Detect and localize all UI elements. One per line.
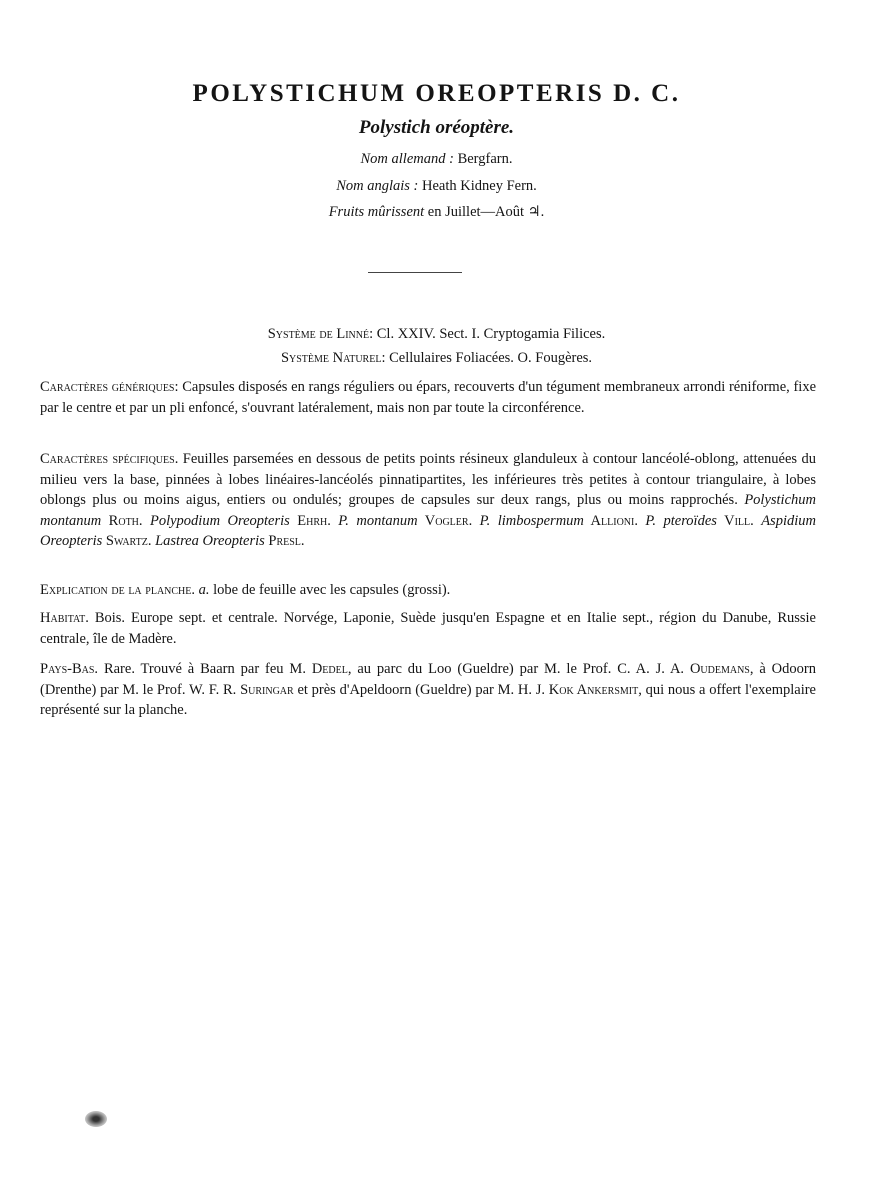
habitat-paragraph bbox=[40, 608, 816, 649]
generic-characters-text: : Capsules disposés en rangs réguliers ou épars, recouverts d'un tégument membraneux arrondi réniforme, fixe par le centre et par un pli enfoncé, s'ouvrant latéralement, mais non par toute la circonférence. bbox=[40, 379, 817, 416]
synonym-author: Ehrh. bbox=[289, 512, 339, 529]
collector-name: Kok Ankersmit bbox=[548, 681, 639, 698]
english-name-line bbox=[0, 178, 873, 195]
habitat-text: Bois. Europe sept. et centrale. Norvége, Laponie, Suède jusqu'en Espagne et en Italie sept., région du Danube, Russie centrale, île de Madère. bbox=[40, 610, 816, 647]
plate-explanation-label: Explication de la planche. bbox=[40, 582, 196, 598]
page-title: POLYSTICHUM OREOPTERIS D. C. bbox=[192, 80, 681, 107]
netherlands-label: Pays-Bas. bbox=[40, 661, 99, 677]
synonym-author: Presl. bbox=[264, 533, 305, 549]
netherlands-text: , qui nous a offert l'exemplaire représenté sur la planche. bbox=[40, 681, 816, 718]
synonym: Aspidium Oreopteris bbox=[40, 512, 816, 549]
synonym: P. pteroïdes bbox=[645, 512, 717, 529]
synonym-author: Allioni. bbox=[583, 512, 646, 529]
plate-explanation-paragraph bbox=[40, 580, 816, 601]
plate-explanation-text: lobe de feuille avec les capsules (grossi). bbox=[209, 582, 451, 598]
ink-smudge bbox=[85, 1111, 107, 1127]
synonym-author: Swartz. bbox=[102, 533, 156, 549]
netherlands-text: , au parc du Loo (Gueldre) par M. le Prof. C. A. J. A. bbox=[347, 661, 690, 677]
fruiting-line bbox=[0, 204, 873, 221]
netherlands-text: Rare. Trouvé à Baarn par feu M. bbox=[98, 661, 312, 677]
german-name-value: Bergfarn. bbox=[453, 151, 513, 167]
synonym: Polypodium Oreopteris bbox=[149, 512, 290, 529]
fruiting-label: Fruits mûrissent bbox=[328, 204, 425, 220]
natural-system-line bbox=[0, 350, 873, 367]
generic-characters-paragraph bbox=[40, 377, 816, 418]
plate-figure-letter: a. bbox=[195, 582, 210, 598]
specific-characters-label: Caractères spécifiques bbox=[40, 451, 175, 467]
german-name-line bbox=[0, 151, 873, 168]
netherlands-text: , à Odoorn (Drenthe) par M. le Prof. W. F. R. bbox=[40, 661, 816, 698]
linne-system-value: : Cl. XXIV. Sect. I. Cryptogamia Filices. bbox=[369, 326, 606, 342]
linne-system-label: Système de Linné bbox=[267, 326, 370, 342]
synonym-author: Vogler. bbox=[417, 512, 480, 529]
synonym-author: Vill. bbox=[716, 512, 762, 529]
collector-name: Oudemans bbox=[689, 661, 750, 677]
natural-system-value: : Cellulaires Foliacées. O. Fougères. bbox=[381, 350, 593, 366]
specific-characters-paragraph bbox=[40, 449, 816, 552]
collector-name: Suringar bbox=[240, 681, 294, 698]
collector-name: Dedel bbox=[311, 661, 348, 677]
page-subtitle: Polystich oréoptère. bbox=[358, 117, 515, 138]
specific-characters-text: . Feuilles parsemées en dessous de petits points résineux glanduleux à contour lancéolé-oblong, attenuées du milieu vers la base, pinnées à lobes linéaires-lancéolés pinnatipartites, les inférieures très petites à contour triangulaire, à lobes oblongs plus ou moins aigus, entiers ou ondulés; groupes de capsules sur deux rangs, plus ou moins rapprochés. bbox=[40, 451, 817, 508]
synonym: Polystichum montanum bbox=[40, 492, 816, 529]
synonym-author: Roth. bbox=[101, 512, 150, 529]
netherlands-text: et près d'Apeldoorn (Gueldre) par M. H. J. bbox=[293, 681, 549, 698]
linne-system-line bbox=[0, 326, 873, 343]
habitat-label: Habitat. bbox=[40, 610, 89, 626]
fruiting-value: en Juillet—Août ♃. bbox=[424, 204, 545, 220]
english-name-value: Heath Kidney Fern. bbox=[418, 178, 537, 194]
netherlands-paragraph bbox=[40, 659, 816, 721]
section-divider bbox=[368, 272, 462, 273]
german-name-label: Nom allemand : bbox=[360, 151, 454, 167]
english-name-label: Nom anglais : bbox=[336, 178, 419, 194]
synonym: P. limbospermum bbox=[479, 512, 584, 529]
synonym: P. montanum bbox=[338, 512, 418, 529]
natural-system-label: Système Naturel bbox=[280, 350, 382, 366]
generic-characters-label: Caractères génériques bbox=[40, 379, 175, 395]
synonym: Lastrea Oreopteris bbox=[155, 533, 265, 549]
